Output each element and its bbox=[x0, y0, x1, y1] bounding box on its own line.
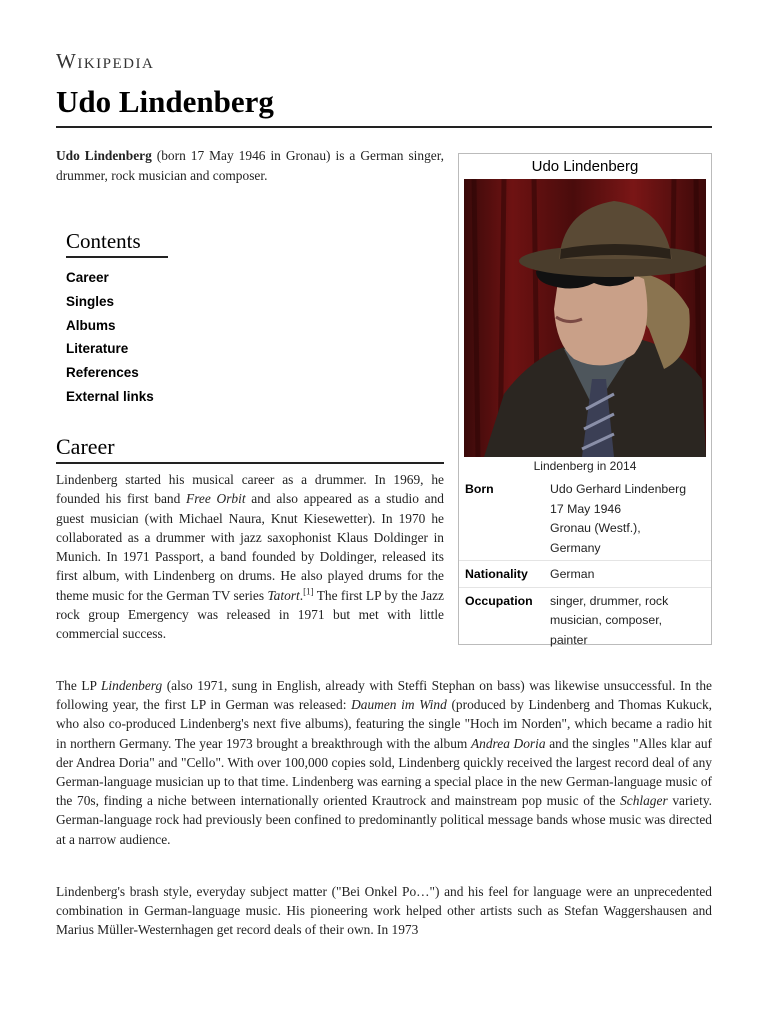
title-divider bbox=[56, 126, 712, 128]
toc-item-literature[interactable]: Literature bbox=[66, 341, 129, 357]
infobox-value bbox=[550, 480, 711, 558]
table-of-contents bbox=[66, 229, 168, 409]
text-run: The LP bbox=[56, 678, 101, 693]
born-date: 17 May 1946 bbox=[550, 501, 622, 516]
toc-title: Contents bbox=[66, 229, 168, 258]
toc-list bbox=[66, 266, 168, 409]
toc-item-albums[interactable]: Albums bbox=[66, 317, 116, 333]
genre-schlager[interactable]: Schlager bbox=[620, 793, 668, 809]
toc-item-references[interactable]: References bbox=[66, 365, 139, 381]
band-link-free-orbit[interactable]: Free Orbit bbox=[186, 491, 246, 507]
lead-paragraph bbox=[56, 146, 444, 185]
infobox-label: Nationality bbox=[465, 567, 528, 581]
text-run: and also appeared as a studio and guest musician (with Michael Naura, Knut Kiesewetter). In 1970 he collaborated as a drummer with jazz saxophonist Klaus Doldinger in Munich. In 1971 Passport, a band founded by Doldinger, released its first album, with Lindenberg on drums. He also played drums for the theme music for the German TV series bbox=[56, 491, 445, 603]
infobox-value bbox=[550, 592, 711, 651]
infobox-rows bbox=[459, 476, 711, 652]
infobox-title: Udo Lindenberg bbox=[531, 158, 639, 175]
occupation-line: musician, composer, bbox=[550, 613, 663, 627]
infobox-value bbox=[550, 565, 711, 585]
toc-item-career[interactable]: Career bbox=[66, 270, 109, 285]
occupation-line: singer, drummer, rock bbox=[550, 593, 669, 608]
text-run: (also 1971, sung in English, already with Steffi Stephan on bass) was likewise unsuccessful. In the following year, the first LP in German was released: bbox=[56, 678, 712, 713]
album-lindenberg[interactable]: Lindenberg bbox=[100, 678, 163, 693]
toc-item-singles[interactable]: Singles bbox=[66, 293, 115, 309]
infobox-row-occupation bbox=[459, 587, 711, 653]
born-country: Germany bbox=[550, 540, 601, 555]
infobox-row-born bbox=[459, 476, 711, 560]
born-full-name: Udo Gerhard Lindenberg bbox=[550, 482, 687, 496]
reference-1[interactable]: [1] bbox=[303, 586, 314, 597]
infobox-row-nationality bbox=[459, 560, 711, 587]
tv-series-tatort[interactable]: Tatort bbox=[267, 587, 300, 603]
lead-subject-name: Udo Lindenberg bbox=[56, 148, 152, 163]
album-andrea-doria[interactable]: Andrea Doria bbox=[470, 735, 546, 751]
album-daumen-im-wind[interactable]: Daumen im Wind bbox=[351, 697, 447, 713]
born-place[interactable]: Gronau (Westf.), bbox=[550, 521, 641, 535]
portrait-photo[interactable] bbox=[464, 179, 706, 457]
text-run: and the singles "Alles klar auf der Andrea Doria" and "Cello". With over 100,000 copies sold, Lindenberg quickly received the largest record deal of any German-language musician up to that time. Lindenberg was earning a special place in the new German-language music of the 70s, finding a niche between internationally oriented Krautrock and mainstream pop music of the bbox=[56, 735, 713, 809]
photo-caption: Lindenberg in 2014 bbox=[533, 459, 637, 473]
text-run: The first LP by the Jazz rock group Emergency was released in 1971 but met with little commercial success. bbox=[56, 587, 445, 642]
nationality-value: German bbox=[550, 567, 595, 581]
text-run: Lindenberg started his musical career as a drummer. In 1969, he founded his first band bbox=[56, 472, 444, 507]
career-paragraph-2 bbox=[56, 676, 712, 849]
text-run: variety. German-language rock had previously been confined to predominantly political message bands whose music was directed at a narrow audience. bbox=[56, 793, 712, 847]
lead-text: (born 17 May 1946 in Gronau) is a German singer, drummer, rock musician and composer. bbox=[56, 148, 444, 183]
career-paragraph-3: Lindenberg's brash style, everyday subject matter ("Bei Onkel Po…") and his feel for language were an unprecedented combination in German-language music. His pioneering work helped other artists such as Stefan Waggershausen and Marius Müller-Westernhagen get record deals of their own. In 1973 bbox=[56, 884, 712, 938]
wikipedia-wordmark[interactable]: Wikipedia bbox=[56, 49, 155, 73]
infobox bbox=[458, 153, 712, 645]
career-divider bbox=[56, 462, 444, 464]
infobox-label: Occupation bbox=[465, 593, 533, 608]
career-heading: Career bbox=[56, 434, 115, 459]
text-run: . bbox=[299, 587, 304, 603]
occupation-line: painter bbox=[550, 632, 588, 647]
text-run: (produced by Lindenberg and Thomas Kukuck, who also co-produced Lindenberg's next five albums), featuring the single "Hoch im Norden", which became a radio hit in northern Germany. The year 1973 brought a breakthrough with the album bbox=[56, 697, 713, 751]
infobox-label: Born bbox=[465, 482, 494, 496]
toc-item-external-links[interactable]: External links bbox=[66, 388, 154, 404]
career-paragraph-1 bbox=[56, 470, 444, 644]
page-title: Udo Lindenberg bbox=[56, 84, 274, 119]
